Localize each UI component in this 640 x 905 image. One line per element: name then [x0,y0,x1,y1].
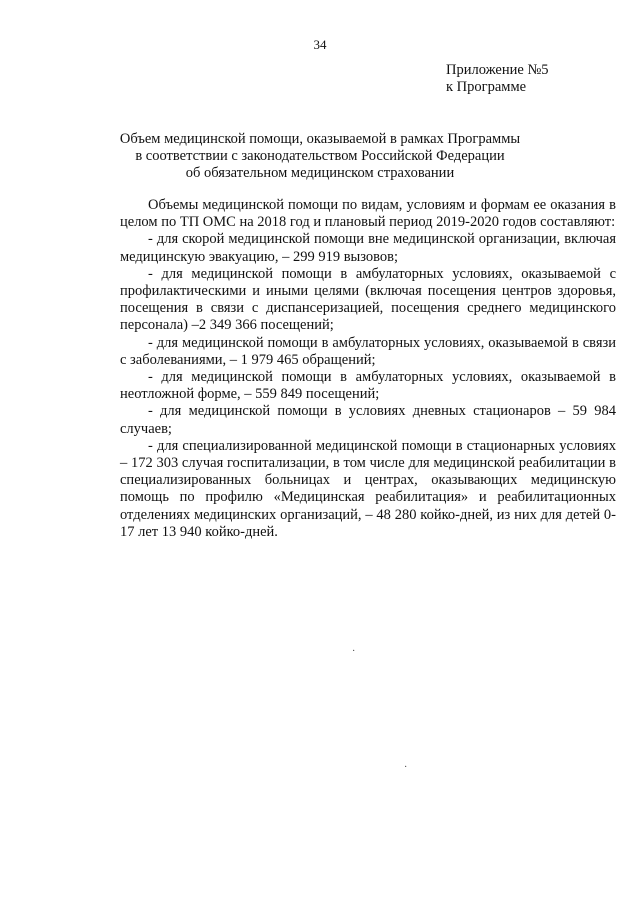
document-title [0,131,640,182]
appendix-header [446,62,549,96]
appendix-program: к Программе [446,79,527,95]
title-line-3: об обязательном медицинском страховании [185,165,455,181]
list-item-ambulance: - для скорой медицинской помощи вне медицинской организации, включая медицинскую эвакуацию, – 299 919 вызовов; [120,231,616,265]
document-body [120,197,616,541]
list-item-inpatient: - для специализированной медицинской помощи в стационарных условиях – 172 303 случая госпитализации, в том числе для медицинской реабилитации в специализированных больницах и центрах, оказывающих медицинскую помощь по профилю «Медицинская реабилитация» и реабилитационных отделениях медицинских организаций, – 48 280 койко-дней, из них для детей 0-17 лет 13 940 койко-дней. [120,437,616,540]
title-line-1: Объем медицинской помощи, оказываемой в рамках Программы [119,131,521,147]
scan-dot: · [352,646,356,657]
list-item-outpatient-prevention: - для медицинской помощи в амбулаторных условиях, оказываемой с профилактическими и иными целями (включая посещения центров здоровья, посещения в связи с диспансеризацией, посещения среднего медицинского персонала) –2 349 366 посещений; [120,265,616,334]
appendix-number: Приложение №5 [446,62,549,78]
page-number: 34 [313,37,327,52]
list-item-outpatient-disease: - для медицинской помощи в амбулаторных условиях, оказываемой в связи с заболеваниями, – 1 979 465 обращений; [120,334,616,368]
scan-dot: · [404,762,408,773]
list-item-outpatient-urgent: - для медицинской помощи в амбулаторных условиях, оказываемой в неотложной форме, – 559 849 посещений; [120,369,616,403]
intro-paragraph: Объемы медицинской помощи по видам, условиям и формам ее оказания в целом по ТП ОМС на 2018 год и плановый период 2019-2020 годов составляют: [120,197,616,231]
title-line-2: в соответствии с законодательством Российской Федерации [135,148,505,164]
list-item-day-hospital: - для медицинской помощи в условиях дневных стационаров – 59 984 случаев; [120,403,616,437]
